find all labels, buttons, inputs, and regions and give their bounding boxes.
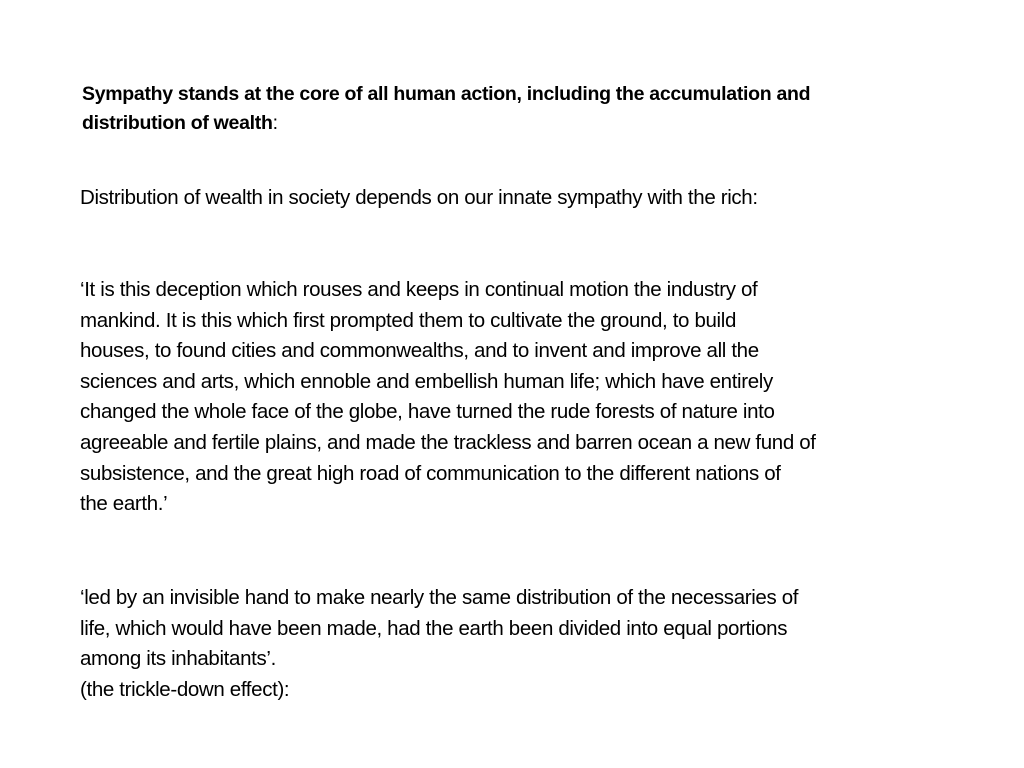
quote-line: agreeable and fertile plains, and made the trackless and barren ocean a new fund of: [80, 430, 816, 454]
quote-line: sciences and arts, which ennoble and embellish human life; which have entirely: [80, 369, 773, 393]
trickle-down-note: (the trickle-down effect):: [80, 677, 290, 701]
quote-line: among its inhabitants’.: [80, 647, 276, 671]
deception-quote: [80, 275, 964, 520]
intro-paragraph: [80, 183, 964, 214]
quote-line: ‘It is this deception which rouses and keeps in continual motion the industry of: [80, 278, 758, 301]
quote-line: ‘led by an invisible hand to make nearly the same distribution of the necessaries of: [80, 586, 799, 609]
intro-text: Distribution of wealth in society depends on our innate sympathy with the rich:: [80, 186, 758, 209]
heading-bold-text: distribution of wealth: [82, 112, 273, 134]
heading-line-1: Sympathy stands at the core of all human action, including the accumulation and: [82, 83, 811, 105]
quote-line: changed the whole face of the globe, have turned the rude forests of nature into: [80, 400, 775, 424]
quote-line: subsistence, and the great high road of communication to the different nations of: [80, 461, 781, 485]
quote-line: houses, to found cities and commonwealths, and to invent and improve all the: [80, 339, 759, 363]
quote-line: mankind. It is this which first prompted them to cultivate the ground, to build: [80, 308, 737, 332]
heading-line-2: [82, 109, 962, 138]
slide-heading: [82, 80, 962, 138]
heading-colon: :: [272, 112, 278, 134]
quote-line: the earth.’: [80, 492, 168, 516]
quote-line: life, which would have been made, had the earth been divided into equal portions: [80, 616, 788, 640]
invisible-hand-quote: [80, 583, 964, 705]
